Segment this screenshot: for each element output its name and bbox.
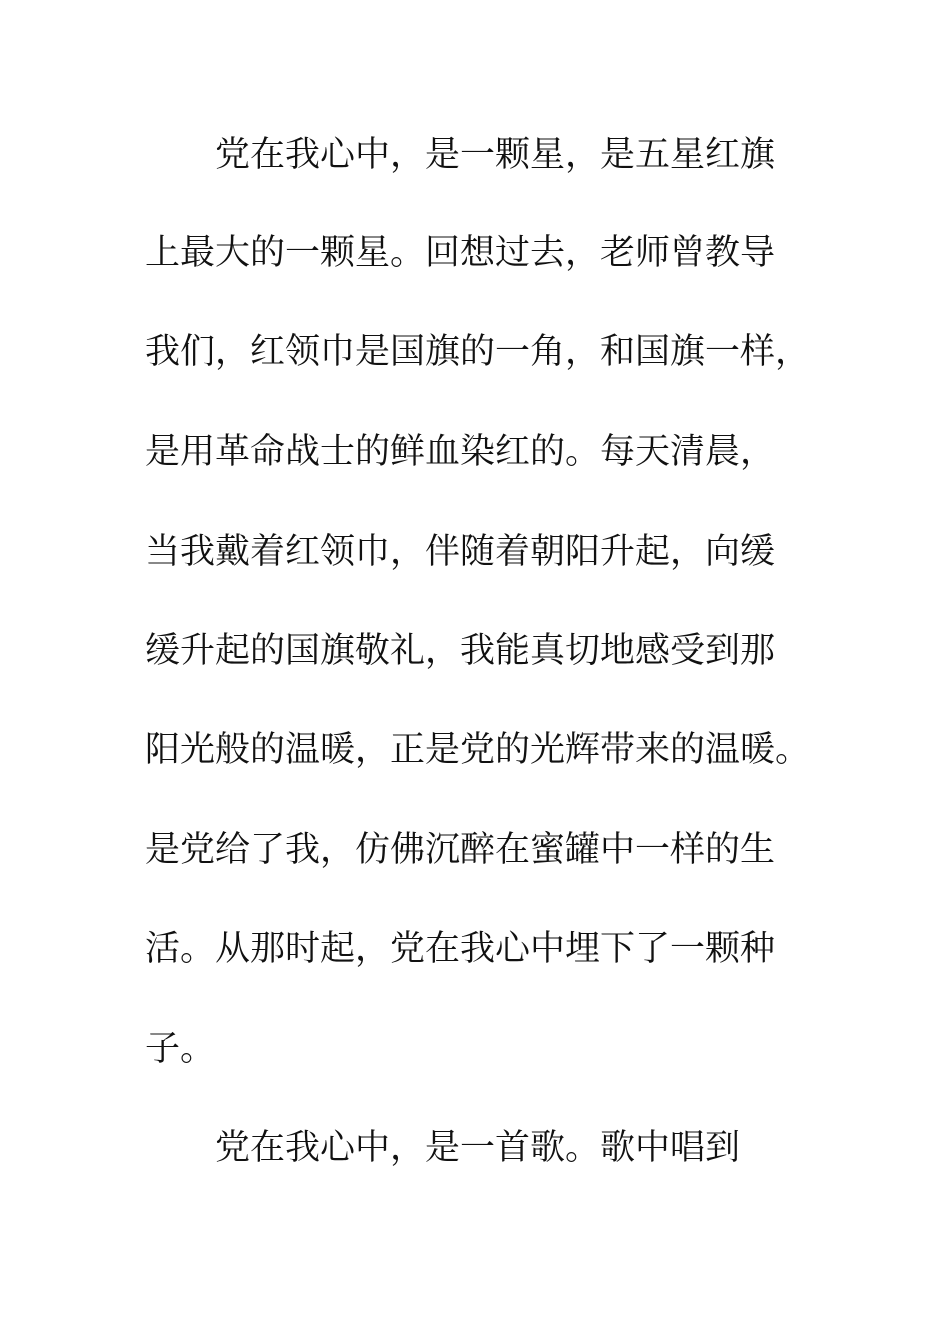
paragraph-1-line-7: 阳光般的温暖，正是党的光辉带来的温暖。: [145, 730, 811, 770]
paragraph-2-line-1: 党在我心中，是一首歌。歌中唱到: [215, 1128, 741, 1168]
paragraph-1-line-10: 子。: [145, 1029, 216, 1069]
paragraph-1-line-5: 当我戴着红领巾，伴随着朝阳升起，向缓: [145, 532, 776, 572]
paragraph-1-line-1: 党在我心中，是一颗星，是五星红旗: [215, 135, 776, 175]
paragraph-1-line-4: 是用革命战士的鲜血染红的。每天清晨，: [145, 432, 776, 472]
paragraph-1-line-3: 我们，红领巾是国旗的一角，和国旗一样，: [145, 332, 811, 372]
paragraph-1-line-6: 缓升起的国旗敬礼，我能真切地感受到那: [145, 631, 776, 671]
paragraph-1-line-8: 是党给了我，仿佛沉醉在蜜罐中一样的生: [145, 830, 776, 870]
paragraph-1-line-2: 上最大的一颗星。回想过去，老师曾教导: [145, 233, 776, 273]
paragraph-1-line-9: 活。从那时起，党在我心中埋下了一颗种: [145, 929, 776, 969]
